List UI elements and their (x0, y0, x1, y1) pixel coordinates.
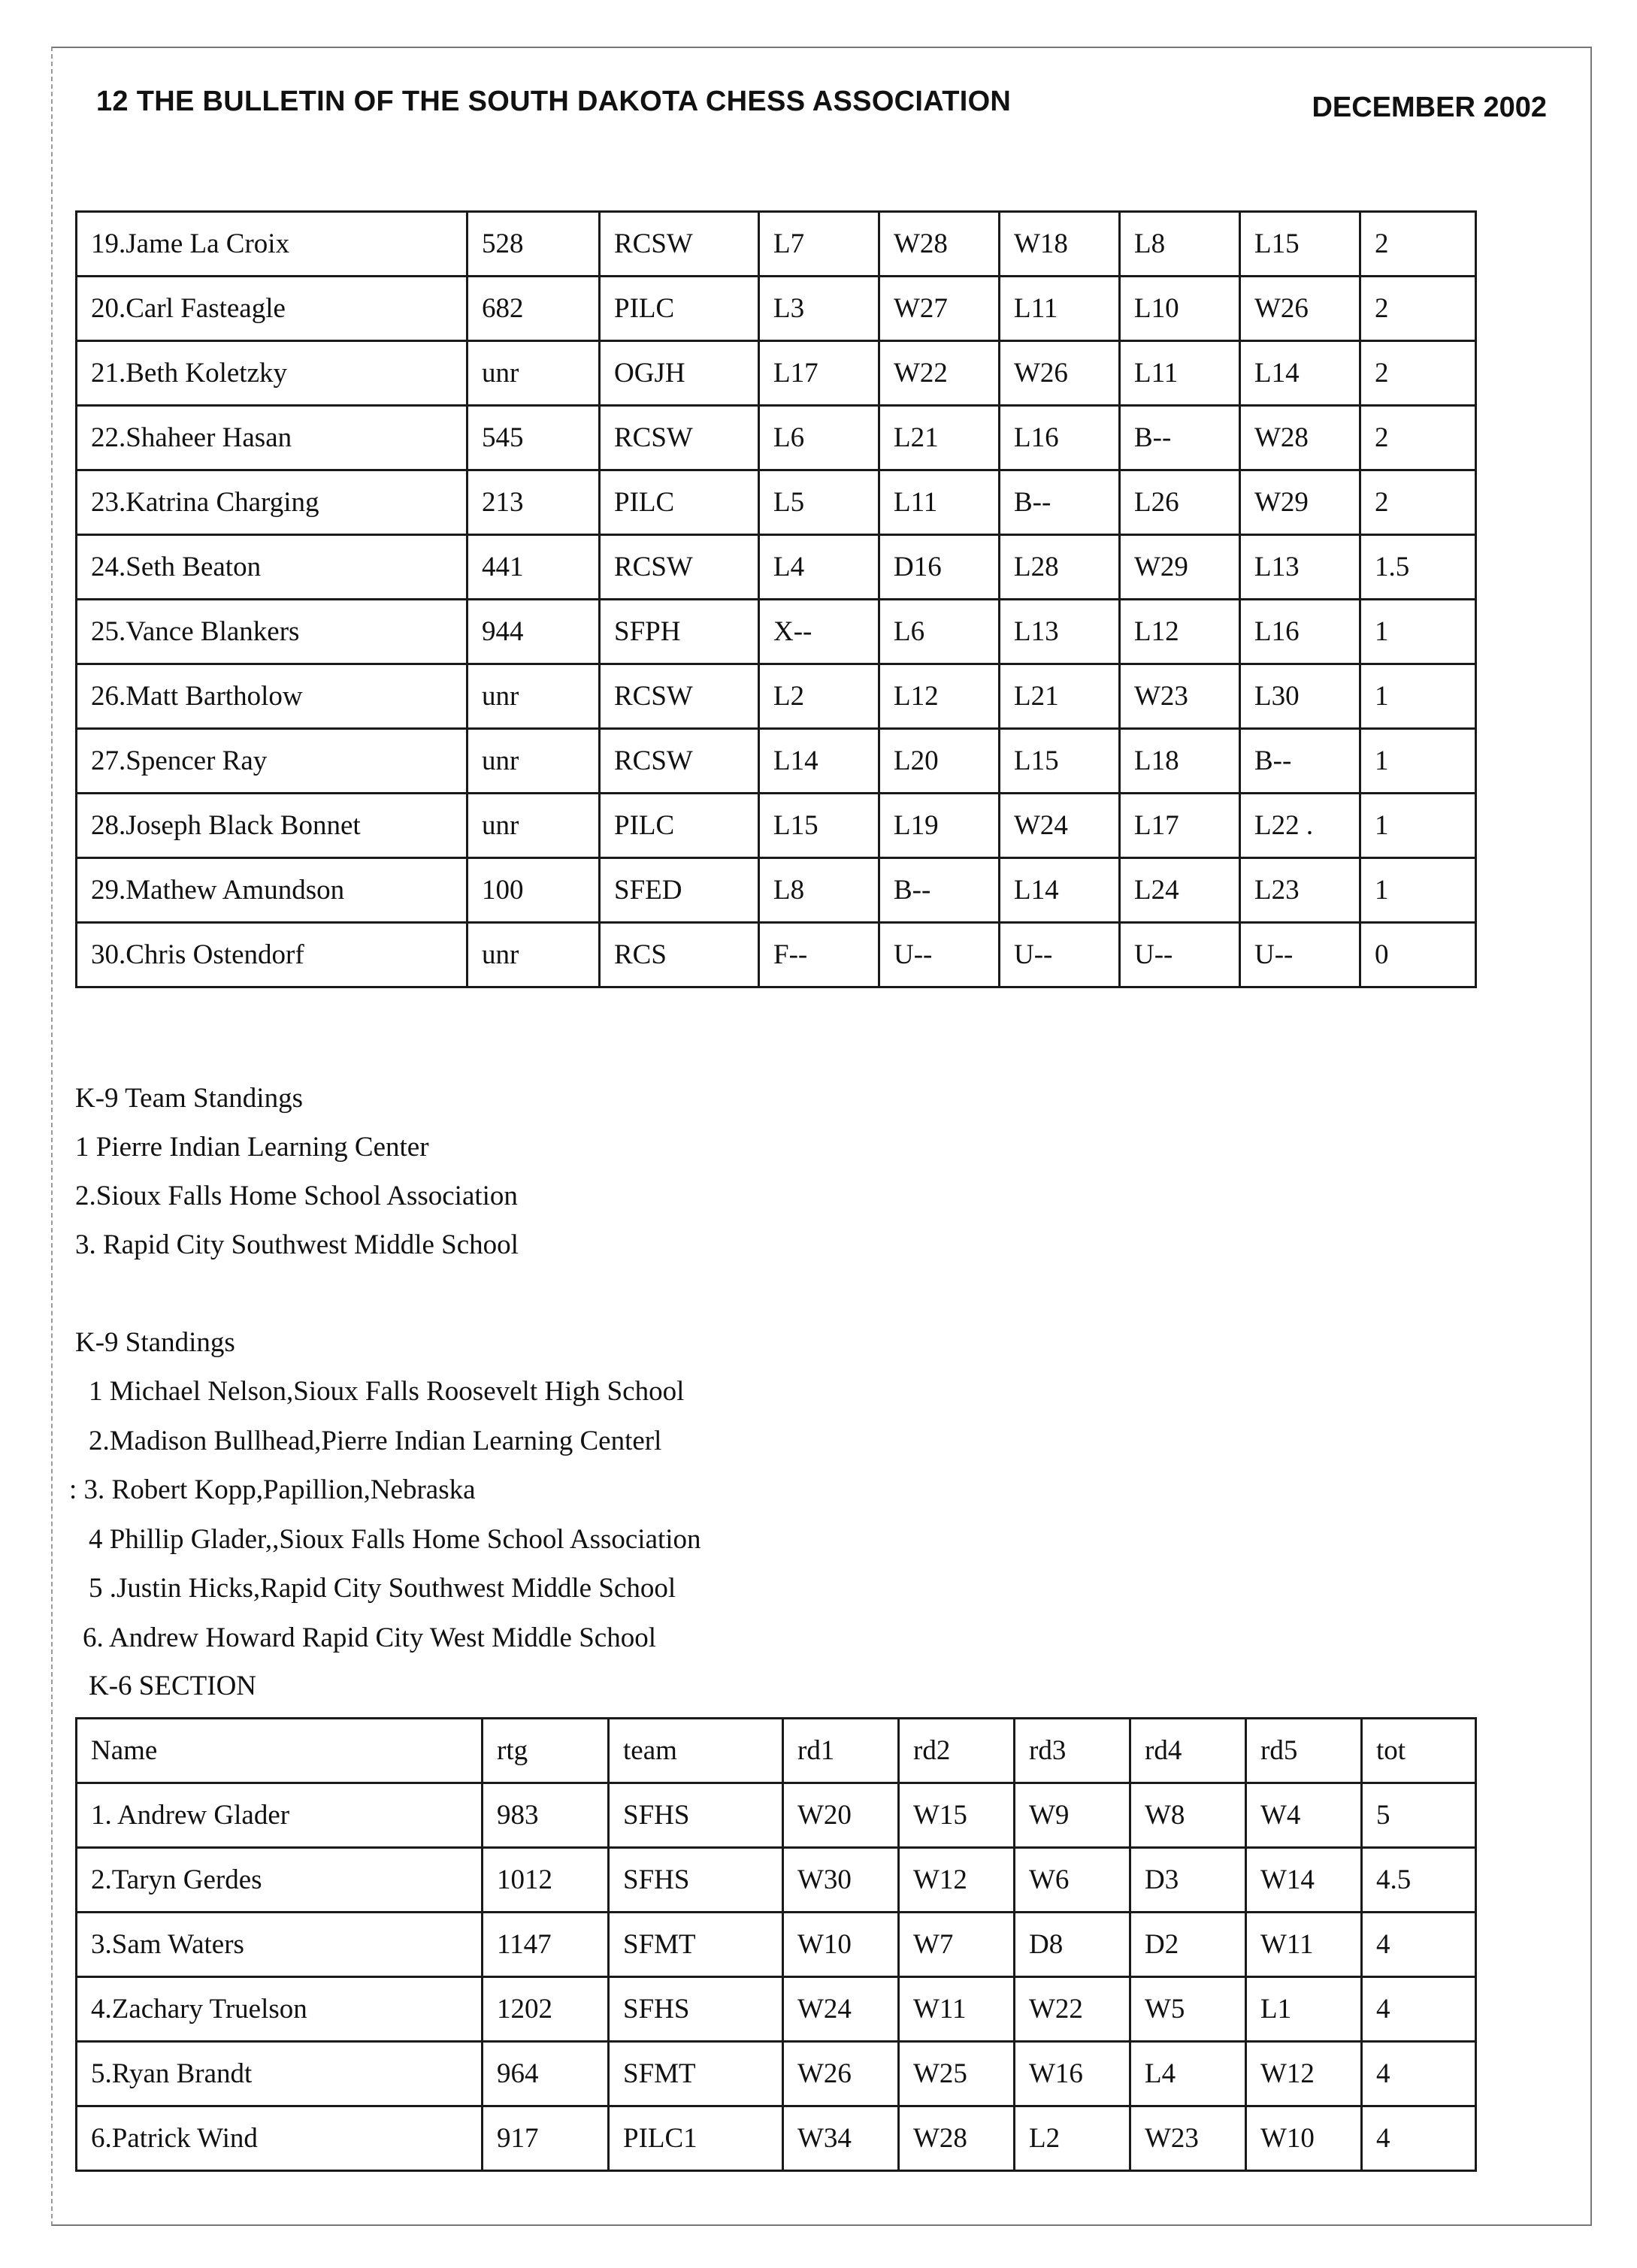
table-row (77, 1913, 1476, 1977)
table-cell: D8 (1015, 1913, 1130, 1977)
table-cell: unr (467, 794, 600, 858)
k9-standing-item: 5 .Justin Hicks,Rapid City Southwest Middle School (89, 1573, 676, 1604)
table-cell: SFHS (609, 1977, 783, 2042)
table-cell: OGJH (600, 341, 759, 406)
column-header: tot (1362, 1719, 1476, 1783)
table-row (77, 341, 1476, 406)
table-cell: L12 (1120, 600, 1240, 664)
table-row (77, 600, 1476, 664)
table-cell: B-- (1000, 470, 1120, 535)
player-name-cell: 29.Mathew Amundson (77, 858, 467, 923)
table-cell: SFPH (600, 600, 759, 664)
table-row (77, 794, 1476, 858)
table-cell: B-- (1240, 729, 1360, 794)
table-cell: 1 (1360, 794, 1476, 858)
table-cell: L2 (1015, 2106, 1130, 2171)
team-standing-item: 2.Sioux Falls Home School Association (75, 1181, 518, 1211)
table-cell: unr (467, 729, 600, 794)
table-cell: W34 (783, 2106, 899, 2171)
table-cell: L12 (879, 664, 1000, 729)
table-cell: W26 (1240, 277, 1360, 341)
column-header: rd4 (1130, 1719, 1246, 1783)
table-cell: 4 (1362, 2106, 1476, 2171)
table-cell: 917 (483, 2106, 609, 2171)
bulletin-header-title: 12 THE BULLETIN OF THE SOUTH DAKOTA CHESS ASSOCIATION (96, 86, 1012, 117)
table-cell: L18 (1120, 729, 1240, 794)
table-cell: 2 (1360, 470, 1476, 535)
table-cell: L30 (1240, 664, 1360, 729)
table-cell: 1012 (483, 1848, 609, 1913)
table-cell: PILC (600, 277, 759, 341)
player-name-cell: 26.Matt Bartholow (77, 664, 467, 729)
table-cell: PILC (600, 794, 759, 858)
table-cell: unr (467, 923, 600, 987)
table-cell: L4 (1130, 2042, 1246, 2106)
table-row (77, 212, 1476, 277)
table-cell: SFHS (609, 1783, 783, 1848)
table-cell: RCSW (600, 212, 759, 277)
table-row (77, 1848, 1476, 1913)
player-name-cell: 27.Spencer Ray (77, 729, 467, 794)
table-cell: L23 (1240, 858, 1360, 923)
table-cell: 4 (1362, 1977, 1476, 2042)
table-cell: L24 (1120, 858, 1240, 923)
table-cell: L10 (1120, 277, 1240, 341)
table-row (77, 277, 1476, 341)
table-cell: W28 (899, 2106, 1015, 2171)
table-cell: 441 (467, 535, 600, 600)
table-cell: W23 (1130, 2106, 1246, 2171)
table-cell: B-- (1120, 406, 1240, 470)
table-cell: W15 (899, 1783, 1015, 1848)
table-cell: SFHS (609, 1848, 783, 1913)
team-standing-item: 1 Pierre Indian Learning Center (75, 1132, 429, 1163)
table-cell: L13 (1000, 600, 1120, 664)
table-cell: U-- (1000, 923, 1120, 987)
table-cell: D2 (1130, 1913, 1246, 1977)
table-cell: L1 (1246, 1977, 1362, 2042)
table-cell: W12 (899, 1848, 1015, 1913)
table-row (77, 729, 1476, 794)
table-cell: U-- (879, 923, 1000, 987)
table-cell: SFMT (609, 1913, 783, 1977)
k6-section-heading: K-6 SECTION (89, 1671, 257, 1701)
player-name-cell: 28.Joseph Black Bonnet (77, 794, 467, 858)
table-cell: W27 (879, 277, 1000, 341)
table-cell: L16 (1240, 600, 1360, 664)
player-name-cell: 2.Taryn Gerdes (77, 1848, 483, 1913)
column-header: rtg (483, 1719, 609, 1783)
table-cell: 1 (1360, 600, 1476, 664)
table-cell: 4 (1362, 2042, 1476, 2106)
table-cell: W26 (1000, 341, 1120, 406)
table-cell: 944 (467, 600, 600, 664)
table-cell: 528 (467, 212, 600, 277)
table-cell: L14 (1000, 858, 1120, 923)
table-cell: 1 (1360, 858, 1476, 923)
table-cell: W10 (1246, 2106, 1362, 2171)
table-cell: 1.5 (1360, 535, 1476, 600)
table-cell: W28 (879, 212, 1000, 277)
k9-standing-item: : 3. Robert Kopp,Papillion,Nebraska (69, 1474, 476, 1505)
k9-standing-item: 2.Madison Bullhead,Pierre Indian Learning Centerl (89, 1426, 662, 1456)
table-cell: L4 (759, 535, 879, 600)
table-cell: RCSW (600, 535, 759, 600)
table-cell: W18 (1000, 212, 1120, 277)
table-cell: W16 (1015, 2042, 1130, 2106)
table-cell: 545 (467, 406, 600, 470)
table-cell: 1 (1360, 664, 1476, 729)
table-cell: 1202 (483, 1977, 609, 2042)
table-cell: U-- (1120, 923, 1240, 987)
table-cell: L11 (1000, 277, 1120, 341)
column-header: Name (77, 1719, 483, 1783)
table-cell: L13 (1240, 535, 1360, 600)
table-row (77, 2106, 1476, 2171)
table-cell: W7 (899, 1913, 1015, 1977)
table-cell: L7 (759, 212, 879, 277)
table-cell: L3 (759, 277, 879, 341)
table-cell: W30 (783, 1848, 899, 1913)
table-cell: 682 (467, 277, 600, 341)
table-cell: W22 (879, 341, 1000, 406)
table-cell: PILC (600, 470, 759, 535)
table-cell: W8 (1130, 1783, 1246, 1848)
table-cell: L6 (879, 600, 1000, 664)
player-name-cell: 3.Sam Waters (77, 1913, 483, 1977)
player-name-cell: 22.Shaheer Hasan (77, 406, 467, 470)
table-cell: W14 (1246, 1848, 1362, 1913)
table-row (77, 1783, 1476, 1848)
table-cell: 4 (1362, 1913, 1476, 1977)
table-row (77, 535, 1476, 600)
table-cell: W4 (1246, 1783, 1362, 1848)
table-cell: L5 (759, 470, 879, 535)
table-cell: L11 (1120, 341, 1240, 406)
table-cell: L15 (1000, 729, 1120, 794)
table-cell: L6 (759, 406, 879, 470)
k9-standing-item: 1 Michael Nelson,Sioux Falls Roosevelt High School (89, 1376, 685, 1407)
column-header: team (609, 1719, 783, 1783)
table-cell: L17 (1120, 794, 1240, 858)
player-name-cell: 6.Patrick Wind (77, 2106, 483, 2171)
table-cell: L15 (1240, 212, 1360, 277)
table-cell: 2 (1360, 406, 1476, 470)
table-cell: W29 (1120, 535, 1240, 600)
table-cell: PILC1 (609, 2106, 783, 2171)
table-cell: 4.5 (1362, 1848, 1476, 1913)
table-cell: 964 (483, 2042, 609, 2106)
table-cell: 2 (1360, 212, 1476, 277)
table-cell: W22 (1015, 1977, 1130, 2042)
table-cell: RCSW (600, 406, 759, 470)
table-cell: W12 (1246, 2042, 1362, 2106)
player-name-cell: 5.Ryan Brandt (77, 2042, 483, 2106)
table-cell: unr (467, 341, 600, 406)
table-cell: 2 (1360, 277, 1476, 341)
table-cell: F-- (759, 923, 879, 987)
table-cell: W25 (899, 2042, 1015, 2106)
table-row (77, 664, 1476, 729)
player-name-cell: 21.Beth Koletzky (77, 341, 467, 406)
table-cell: L26 (1120, 470, 1240, 535)
table-cell: 5 (1362, 1783, 1476, 1848)
table-cell: W24 (783, 1977, 899, 2042)
table-cell: W11 (899, 1977, 1015, 2042)
table-row (77, 470, 1476, 535)
table-row (77, 923, 1476, 987)
table-cell: RCS (600, 923, 759, 987)
table-cell: L19 (879, 794, 1000, 858)
table-cell: L14 (1240, 341, 1360, 406)
table-row (77, 1977, 1476, 2042)
table-header-row (77, 1719, 1476, 1783)
table-cell: SFED (600, 858, 759, 923)
table-cell: L8 (1120, 212, 1240, 277)
table-cell: 0 (1360, 923, 1476, 987)
table-cell: L11 (879, 470, 1000, 535)
table-cell: L2 (759, 664, 879, 729)
table-cell: L17 (759, 341, 879, 406)
table-cell: W9 (1015, 1783, 1130, 1848)
table-cell: 1 (1360, 729, 1476, 794)
table-cell: RCSW (600, 729, 759, 794)
table-cell: SFMT (609, 2042, 783, 2106)
table-cell: W5 (1130, 1977, 1246, 2042)
player-name-cell: 25.Vance Blankers (77, 600, 467, 664)
table-cell: 2 (1360, 341, 1476, 406)
k9-standing-item: 6. Andrew Howard Rapid City West Middle School (83, 1622, 656, 1653)
crosstable-continued (75, 210, 1477, 988)
table-cell: B-- (879, 858, 1000, 923)
table-cell: W6 (1015, 1848, 1130, 1913)
team-standing-item: 3. Rapid City Southwest Middle School (75, 1229, 519, 1260)
table-cell: L21 (879, 406, 1000, 470)
table-cell: W29 (1240, 470, 1360, 535)
table-cell: D3 (1130, 1848, 1246, 1913)
table-cell: 213 (467, 470, 600, 535)
player-name-cell: 19.Jame La Croix (77, 212, 467, 277)
player-name-cell: 24.Seth Beaton (77, 535, 467, 600)
k9-standings-heading: K-9 Standings (75, 1327, 235, 1358)
column-header: rd1 (783, 1719, 899, 1783)
table-cell: 100 (467, 858, 600, 923)
table-cell: L28 (1000, 535, 1120, 600)
table-cell: L8 (759, 858, 879, 923)
column-header: rd5 (1246, 1719, 1362, 1783)
table-cell: W23 (1120, 664, 1240, 729)
table-row (77, 858, 1476, 923)
k6-crosstable (75, 1717, 1477, 2172)
table-cell: L21 (1000, 664, 1120, 729)
table-cell: L22 . (1240, 794, 1360, 858)
player-name-cell: 23.Katrina Charging (77, 470, 467, 535)
table-row (77, 406, 1476, 470)
table-cell: X-- (759, 600, 879, 664)
table-cell: D16 (879, 535, 1000, 600)
k9-standing-item: 4 Phillip Glader,,Sioux Falls Home School Association (89, 1524, 701, 1555)
table-cell: W11 (1246, 1913, 1362, 1977)
column-header: rd2 (899, 1719, 1015, 1783)
player-name-cell: 1. Andrew Glader (77, 1783, 483, 1848)
table-cell: W20 (783, 1783, 899, 1848)
table-cell: W10 (783, 1913, 899, 1977)
team-standings-heading: K-9 Team Standings (75, 1083, 303, 1114)
table-row (77, 2042, 1476, 2106)
player-name-cell: 30.Chris Ostendorf (77, 923, 467, 987)
table-cell: W26 (783, 2042, 899, 2106)
table-cell: L14 (759, 729, 879, 794)
table-cell: RCSW (600, 664, 759, 729)
table-cell: unr (467, 664, 600, 729)
table-cell: L16 (1000, 406, 1120, 470)
table-cell: 1147 (483, 1913, 609, 1977)
table-cell: L15 (759, 794, 879, 858)
table-cell: W28 (1240, 406, 1360, 470)
player-name-cell: 4.Zachary Truelson (77, 1977, 483, 2042)
player-name-cell: 20.Carl Fasteagle (77, 277, 467, 341)
bulletin-header-date: DECEMBER 2002 (1312, 92, 1547, 123)
table-cell: L20 (879, 729, 1000, 794)
table-cell: U-- (1240, 923, 1360, 987)
table-cell: 983 (483, 1783, 609, 1848)
column-header: rd3 (1015, 1719, 1130, 1783)
table-cell: W24 (1000, 794, 1120, 858)
